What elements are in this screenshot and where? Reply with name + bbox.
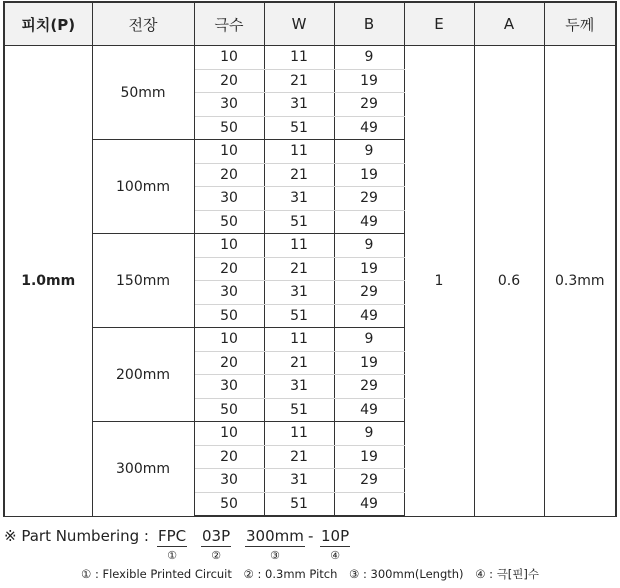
pins-cell: 30: [194, 93, 264, 117]
pins-cell: 20: [194, 445, 264, 469]
part-segment-code: 10P: [321, 527, 350, 545]
header-cell: 전장: [92, 2, 194, 46]
w-cell: 21: [264, 163, 334, 187]
part-segment-number: ③: [269, 549, 280, 562]
pins-cell: 30: [194, 375, 264, 399]
w-cell: 51: [264, 304, 334, 328]
pins-cell: 50: [194, 398, 264, 422]
part-segment: [201, 527, 231, 562]
pins-cell: 50: [194, 210, 264, 234]
length-cell: 50mm: [92, 46, 194, 140]
w-cell: 21: [264, 351, 334, 375]
w-cell: 11: [264, 328, 334, 352]
b-cell: 19: [334, 163, 404, 187]
w-cell: 51: [264, 398, 334, 422]
w-cell: 21: [264, 257, 334, 281]
w-cell: 51: [264, 492, 334, 516]
b-cell: 9: [334, 234, 404, 258]
header-cell: W: [264, 2, 334, 46]
table-header-row: [4, 2, 616, 46]
thickness-cell: 0.3mm: [544, 46, 616, 517]
b-cell: 9: [334, 46, 404, 70]
header-cell: E: [404, 2, 474, 46]
legend-item: ③ : 300mm(Length): [349, 567, 464, 581]
a-cell: 0.6: [474, 46, 544, 517]
pins-cell: 10: [194, 46, 264, 70]
w-cell: 21: [264, 69, 334, 93]
pins-cell: 30: [194, 469, 264, 493]
header-cell: 극수: [194, 2, 264, 46]
legend-item: ① : Flexible Printed Circuit: [80, 567, 232, 581]
header-cell: 두께: [544, 2, 616, 46]
pins-cell: 50: [194, 492, 264, 516]
w-cell: 31: [264, 469, 334, 493]
pins-cell: 30: [194, 187, 264, 211]
w-cell: 31: [264, 375, 334, 399]
part-segment-code: 03P: [202, 527, 231, 545]
b-cell: 9: [334, 140, 404, 164]
part-segment-code: 300mm: [246, 527, 304, 545]
b-cell: 19: [334, 257, 404, 281]
part-dash: -: [308, 527, 314, 545]
pins-cell: 20: [194, 69, 264, 93]
w-cell: 51: [264, 116, 334, 140]
header-cell: 피치(P): [4, 2, 92, 46]
legend-item: ④ : 극[핀]수: [475, 567, 539, 581]
header-cell: A: [474, 2, 544, 46]
b-cell: 19: [334, 445, 404, 469]
w-cell: 31: [264, 93, 334, 117]
length-cell: 200mm: [92, 328, 194, 422]
pins-cell: 30: [194, 281, 264, 305]
b-cell: 49: [334, 210, 404, 234]
w-cell: 11: [264, 46, 334, 70]
table-row: [4, 46, 616, 70]
pins-cell: 20: [194, 163, 264, 187]
spec-table: [3, 1, 617, 517]
legend-item: ② : 0.3mm Pitch: [243, 567, 338, 581]
b-cell: 49: [334, 116, 404, 140]
pins-cell: 50: [194, 304, 264, 328]
part-segment-code: FPC: [158, 527, 187, 545]
part-segment: [320, 527, 350, 562]
part-segment: [157, 527, 187, 562]
b-cell: 19: [334, 351, 404, 375]
pins-cell: 10: [194, 234, 264, 258]
b-cell: 9: [334, 422, 404, 446]
b-cell: 29: [334, 469, 404, 493]
part-segment-number: ②: [211, 549, 221, 562]
e-cell: 1: [404, 46, 474, 517]
b-cell: 29: [334, 375, 404, 399]
part-segment-number: ①: [167, 549, 178, 562]
length-cell: 100mm: [92, 140, 194, 234]
b-cell: 29: [334, 93, 404, 117]
b-cell: 49: [334, 398, 404, 422]
pitch-cell: 1.0mm: [4, 46, 92, 517]
w-cell: 31: [264, 187, 334, 211]
part-numbering-legend: [0, 566, 620, 582]
pins-cell: 10: [194, 328, 264, 352]
part-segment: [245, 527, 305, 562]
w-cell: 21: [264, 445, 334, 469]
w-cell: 31: [264, 281, 334, 305]
b-cell: 49: [334, 492, 404, 516]
table-body: [4, 46, 616, 517]
w-cell: 11: [264, 234, 334, 258]
b-cell: 19: [334, 69, 404, 93]
header-cell: B: [334, 2, 404, 46]
w-cell: 11: [264, 140, 334, 164]
pins-cell: 20: [194, 351, 264, 375]
b-cell: 29: [334, 281, 404, 305]
pins-cell: 20: [194, 257, 264, 281]
pins-cell: 10: [194, 140, 264, 164]
length-cell: 300mm: [92, 422, 194, 517]
part-segment-number: ④: [330, 549, 340, 562]
pins-cell: 10: [194, 422, 264, 446]
b-cell: 29: [334, 187, 404, 211]
w-cell: 11: [264, 422, 334, 446]
b-cell: 49: [334, 304, 404, 328]
pins-cell: 50: [194, 116, 264, 140]
b-cell: 9: [334, 328, 404, 352]
part-numbering-label: ※ Part Numbering :: [4, 527, 149, 545]
length-cell: 150mm: [92, 234, 194, 328]
w-cell: 51: [264, 210, 334, 234]
